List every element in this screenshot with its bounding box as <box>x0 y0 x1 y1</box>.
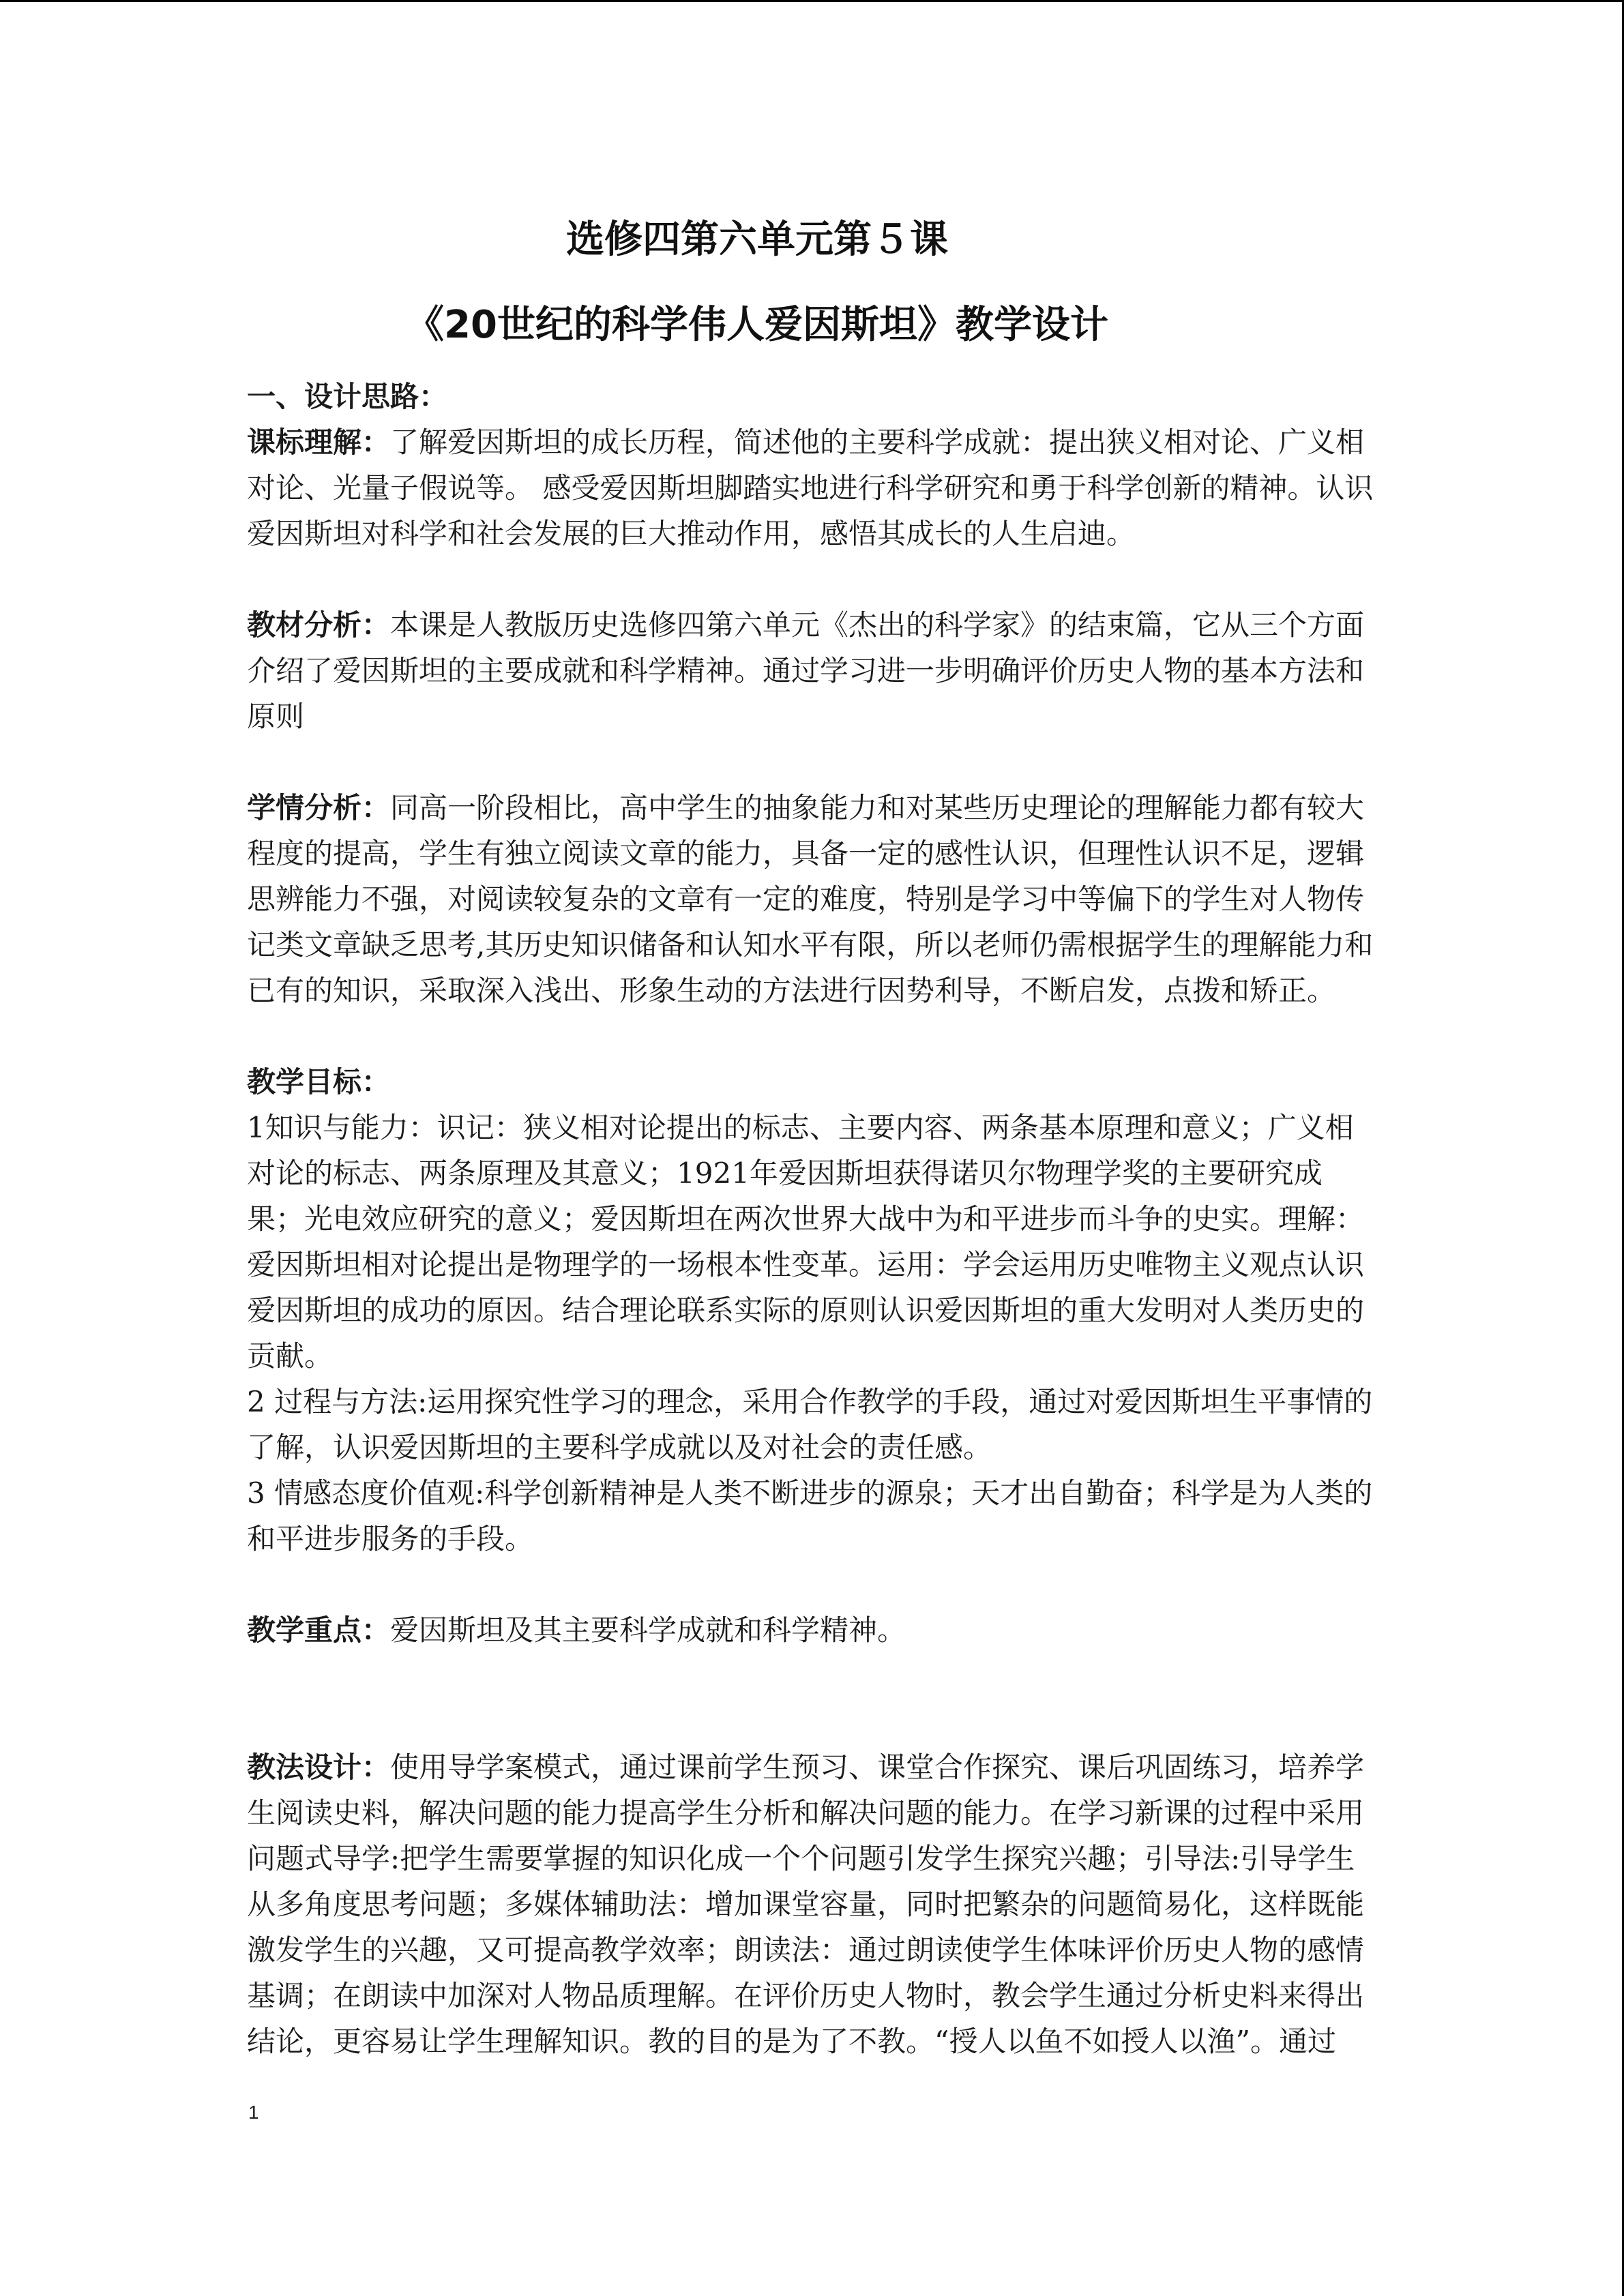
paragraph-textbook <box>247 602 1378 739</box>
objective-item-3: 3 情感态度价值观:科学创新精神是人类不断进步的源泉；天才出自勤奋；科学是为人类的和平进步服务的手段。 <box>247 1476 1373 1555</box>
page-number: 1 <box>248 2102 259 2123</box>
spacer <box>247 1653 1378 1744</box>
document-body <box>247 374 1378 2064</box>
paragraph-key-points <box>247 1607 1378 1653</box>
spacer <box>247 556 1378 602</box>
label-objectives: 教学目标： <box>247 1065 391 1099</box>
label-textbook: 教材分析： <box>247 608 391 642</box>
page-top-border <box>0 0 1624 2</box>
text-key-points: 爱因斯坦及其主要科学成就和科学精神。 <box>390 1613 906 1647</box>
text-learners: 同高一阶段相比，高中学生的抽象能力和对某些历史理论的理解能力都有较大程度的提高，学生有独立阅读文章的能力，具备一定的感性认识，但理性认识不足，逻辑思辨能力不强，对阅读较复杂的文章有一定的难度，特别是学习中等偏下的学生对人物传记类文章缺乏思考,其历史知识储备和认知水平有限，所以老师仍需根据学生的理解能力和已有的知识，采取深入浅出、形象生动的方法进行因势利导，不断启发，点拨和矫正。 <box>247 791 1374 1007</box>
paragraph-methods <box>247 1744 1378 2064</box>
text-curriculum: 了解爱因斯坦的成长历程，简述他的主要科学成就：提出狭义相对论、广义相对论、光量子假说等。 感受爱因斯坦脚踏实地进行科学研究和勇于科学创新的精神。认识爱因斯坦对科学和社会发展的巨大推动作用，感悟其成长的人生启迪。 <box>247 426 1374 550</box>
label-key-points: 教学重点： <box>247 1613 391 1647</box>
paragraph-curriculum <box>247 419 1378 556</box>
text-methods: 使用导学案模式，通过课前学生预习、课堂合作探究、课后巩固练习，培养学生阅读史料，解决问题的能力提高学生分析和解决问题的能力。在学习新课的过程中采用问题式导学:把学生需要掌握的知识化成一个个问题引发学生探究兴趣；引导法:引导学生从多角度思考问题；多媒体辅助法：增加课堂容量，同时把繁杂的问题简易化，这样既能激发学生的兴趣，又可提高教学效率；朗读法：通过朗读使学生体味评价历史人物的感情基调；在朗读中加深对人物品质理解。在评价历史人物时，教会学生通过分析史料来得出结论，更容易让学生理解知识。教的目的是为了不教。“授人以鱼不如授人以渔”。通过 <box>247 1750 1365 2058</box>
text-textbook: 本课是人教版历史选修四第六单元《杰出的科学家》的结束篇，它从三个方面介绍了爱因斯坦的主要成就和科学精神。通过学习进一步明确评价历史人物的基本方法和原则 <box>247 608 1365 733</box>
spacer <box>247 1562 1378 1607</box>
label-curriculum: 课标理解： <box>247 426 391 459</box>
label-methods: 教法设计： <box>247 1750 391 1784</box>
spacer <box>247 1013 1378 1059</box>
document-title-line1: 选修四第六单元第５课 <box>566 218 948 262</box>
document-title-line2: 《20世纪的科学伟人爱因斯坦》教学设计 <box>406 303 1108 347</box>
objective-item-2: 2 过程与方法:运用探究性学习的理念，采用合作教学的手段，通过对爱因斯坦生平事情的了解，认识爱因斯坦的主要科学成就以及对社会的责任感。 <box>247 1385 1373 1464</box>
section-heading-design: 一、设计思路： <box>247 380 448 413</box>
paragraph-learners <box>247 785 1378 1013</box>
label-learners: 学情分析： <box>247 791 391 824</box>
objective-item-1: 1知识与能力：识记：狭义相对论提出的标志、主要内容、两条基本原理和意义；广义相对论的标志、两条原理及其意义；1921年爱因斯坦获得诺贝尔物理学奖的主要研究成果；光电效应研究的意义；爱因斯坦在两次世界大战中为和平进步而斗争的史实。理解：爱因斯坦相对论提出是物理学的一场根本性变革。运用：学会运用历史唯物主义观点认识爱因斯坦的成功的原因。结合理论联系实际的原则认识爱因斯坦的重大发明对人类历史的贡献。 <box>247 1111 1365 1373</box>
spacer <box>247 739 1378 785</box>
